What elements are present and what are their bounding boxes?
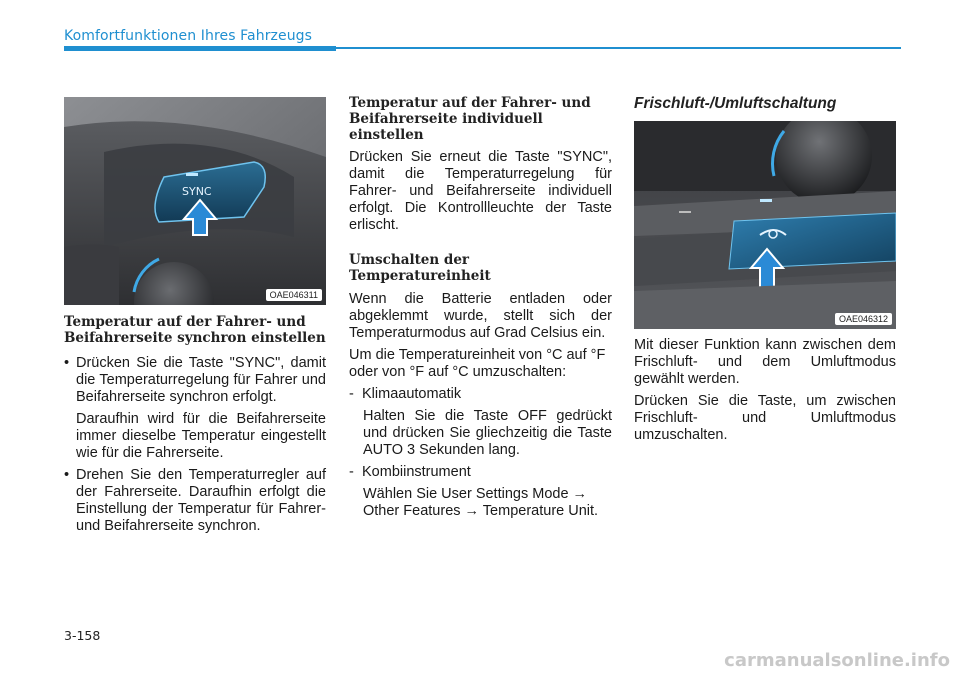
page-number: 3-158 [64, 628, 101, 643]
list-item: • Drehen Sie den Temperaturregler auf der Fahrerseite. Daraufhin erfolgt die Einstellung der Temperatur für Fahrer- und Beifahrerseite synchron. [64, 467, 326, 534]
header-rule [336, 47, 901, 49]
heading-recirculation: Frischluft-/Umluftschaltung [634, 95, 837, 112]
list-item-text: Halten Sie die Taste OFF gedrückt und drücken Sie gliechzeitig die Taste AUTO 3 Sekunden lang. [363, 408, 612, 458]
list-item-text: Drehen Sie den Temperaturregler auf der Fahrerseite. Daraufhin erfolgt die Einstellung der Temperatur für Fahrer- und Beifahrerseite synchron. [76, 467, 326, 534]
list-item-text: Wählen Sie User Settings Mode → Other Features → Temperature Unit. [363, 486, 599, 519]
list-item-label: Klimaautomatik [362, 386, 462, 402]
recirculation-button-photo [634, 121, 896, 329]
sync-label: SYNC [182, 185, 212, 198]
heading-unit: Umschalten der Temperatureinheit [349, 252, 491, 284]
figure-code: OAE046311 [266, 289, 322, 301]
list-item-note: Daraufhin wird für die Beifahrerseite immer dieselbe Temperatur eingestellt wie für die Fahrerseite. [76, 411, 326, 461]
recirculation-figure [634, 121, 896, 329]
list-item: • Drücken Sie die Taste "SYNC", damit die Temperaturregelung für Fahrer und Beifahrerseite synchron erfolgt. [64, 355, 326, 405]
sync-button-photo [64, 97, 326, 305]
paragraph: Wenn die Batterie entladen oder abgeklemmt wurde, stellt sich der Temperaturmodus auf Grad Celsius ein. [349, 291, 612, 341]
section-title: Komfortfunktionen Ihres Fahrzeugs [64, 28, 313, 44]
paragraph: Drücken Sie erneut die Taste "SYNC", damit die Temperaturregelung für Fahrer- und Beifahrerseite individuell erfolgt. Die Kontrollleuchte der Taste erlischt. [349, 149, 612, 233]
figure-code: OAE046312 [835, 313, 892, 325]
list-item-label: Kombiinstrument [362, 464, 471, 480]
column-right [634, 95, 896, 444]
paragraph: Um die Temperatureinheit von °C auf °F oder von °F auf °C umzuschalten: [349, 347, 606, 380]
watermark: carmanualsonline.info [724, 650, 950, 671]
column-middle [349, 95, 612, 520]
list-item-text: Drücken Sie die Taste "SYNC", damit die Temperaturregelung für Fahrer und Beifahrerseite synchron erfolgt. [76, 355, 326, 405]
sync-button-figure [64, 97, 326, 305]
heading-sync: Temperatur auf der Fahrer- und Beifahrerseite synchron einstellen [64, 314, 326, 346]
paragraph: Mit dieser Funktion kann zwischen dem Frischluft- und dem Umluftmodus gewählt werden. [634, 337, 896, 387]
paragraph: Drücken Sie die Taste, um zwischen Frischluft- und Umluftmodus umzuschalten. [634, 393, 896, 443]
list-item: - Kombiinstrument [349, 464, 471, 480]
header-accent-bar [64, 46, 336, 51]
column-left [64, 97, 326, 535]
heading-individual: Temperatur auf der Fahrer- und Beifahrerseite individuell einstellen [349, 95, 591, 143]
list-item: - Klimaautomatik [349, 386, 462, 402]
